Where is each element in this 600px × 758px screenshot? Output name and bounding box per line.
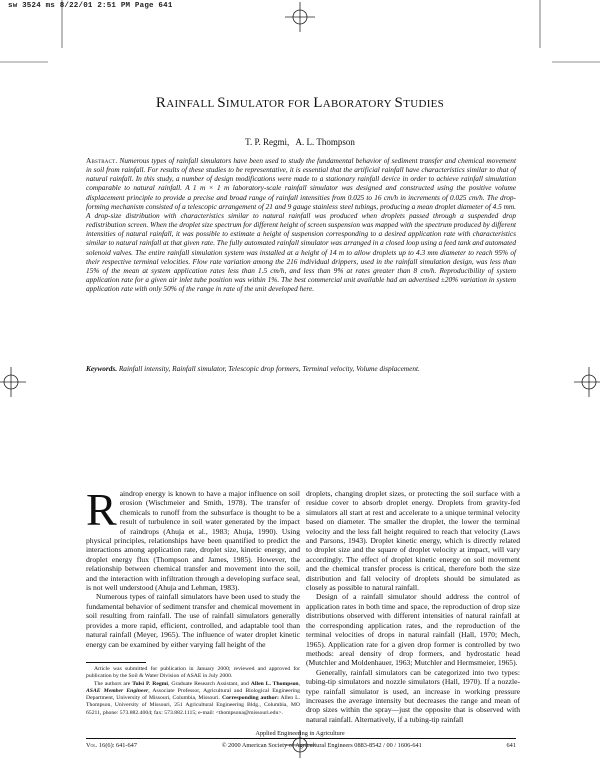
keywords <box>86 364 516 373</box>
footnote-rule <box>86 662 146 663</box>
paragraph-text: aindrop energy is known to have a major influence on soil erosion (Wischmeier and Smith, 1978). The transfer of chemicals to runoff from the subsurface is thought to be a result of turbulence in soil water generated by the impact of raindrops (Ahuja et al., 1983; Ahuja, 1990). Using physical principles, relationships have been quantified to predict the interactions among application rate, droplet size, kinetic energy, and droplet energy flux (Thompson and James, 1985). However, the relationship between chemical transfer and movement into the soil, and the interaction with infiltration through a developing surface seal, is not well understood (Ahuja and Lehman, 1983). <box>86 489 300 593</box>
footnote <box>86 666 300 718</box>
page-footer <box>86 742 516 749</box>
journal-name: Applied Engineering in Agriculture <box>255 730 345 737</box>
footnote-authors <box>86 681 300 716</box>
copyright: © 2000 American Society of Agricultural Engineers 0883-8542 / 00 / 1606-641 <box>221 742 422 749</box>
title-cap-s: S <box>217 95 226 111</box>
fn-text: , Graduate Research Assistant, and <box>168 681 251 688</box>
abstract-text: Numerous types of rainfall simulators have been used to study the fundamental behavior of sediment transfer and chemical movement in soil from rainfall. For results of these studies to be representative, it is essential that the artificial rainfall have characteristics similar to that of natural rainfall. In this study, a number of design modifications were made to a stationary rainfall device in order to achieve rainfall simulation comparable to natural rainfall. A 1 m × 1 m laboratory-scale rainfall simulator was designed and constructed using the positive volume displacement principle to provide a precise and broad range of rainfall intensities from 0.025 to 16 cm/h in increments of 0.025 cm/h. The drop-forming mechanism consisted of a telescopic arrangement of 21 and 9 gauge stainless steel tubings, producing a mean droplet diameter of 4.5 mm. A drop-size distribution with characteristics similar to natural rainfall was produced when droplets passed through a suspended drop redistribution screen. When the droplet size spectrum for different height of screen suspension was mapped with the spectrum produced by different intensities of natural rainfall, it was possible to estimate a height of suspension corresponding to a desired application rate with characteristics similar to natural rainfall at that given rate. The fully automated rainfall simulator was arranged in a closed loop using a feed tank and automated solenoid valves. The entire rainfall simulation system was installed at a height of 14 m to allow droplets up to 4.3 mm diameter to reach 95% of their respective terminal velocities. Flow rate variation among the 216 individual drippers, used in the rainfall simulation design, was less than 15% of the mean at system application rates less than 1.5 cm/h, and less than 9% at rates greater than 8 cm/h. Reproducibility of system application rate for a given air inlet tube position was within 1%. The best commercial unit available had an advertised ±20% variation in system application rate with only 50% of the range in rate of the unit developed here. <box>86 156 516 294</box>
fn-author-1: Tulsi P. Regmi <box>132 681 169 688</box>
footnote-submission: Article was submitted for publication in January 2000; reviewed and approved for publication by the Soil & Water Division of ASAE in July 2000. <box>86 666 300 680</box>
title-part-4: TUDIES <box>403 98 445 110</box>
paragraph: droplets, changing droplet sizes, or protecting the soil surface with a residue cover to absorb droplet energy. Droplets from gravity-fed simulators all start at rest and accelerate to a unique terminal velocity based on diameter. The smaller the droplet, the lower the terminal velocity and the less fall height required to reach that velocity (Laws and Parsons, 1943). Droplet kinetic energy, which is directly related to droplet size and the square of droplet velocity at impact, will vary accordingly. The effect of droplet kinetic energy on soil movement and the chemical transfer process is critical, therefore both the size distribution and fall velocity of droplets should be simulated as closely as possible to natural rainfall. <box>306 489 520 593</box>
paragraph <box>86 484 300 593</box>
body-column-left <box>86 484 300 649</box>
fn-text: Allen L. Thompson, University of Missouri, 251 Agricultural Engineering Bldg., Columbia, MO 65211, phone: 573.882.4004; fax: 573.882.1115; e-mail: <thompsona@missouri.edu>. <box>86 695 300 716</box>
fn-corresponding: Corresponding author: <box>221 695 279 702</box>
title-cap-r: R <box>155 95 167 111</box>
paragraph: Design of a rainfall simulator should address the control of application rates in both time and space, the reproduction of drop size distributions observed with different intensities of natural rainfall at the corresponding application rates, and the reproduction of the terminal velocities of drops in natural rainfall (Hall, 1970; Mech, 1965). Application rate for a given drop former is controlled by two methods: areal density of drop formers, and hydrostatic head (Mutchler and Moldenhauer, 1963; Mutchler and Hermsmeier, 1965). <box>306 592 520 668</box>
title-part-2: IMULATOR FOR <box>225 98 314 110</box>
fn-text: , <box>298 681 301 688</box>
fn-text: , Associate Professor, Agricultural and Biological Engineering Department, University of Missouri, Columbia, Missouri. <box>86 688 300 702</box>
footer-rule <box>86 738 516 739</box>
keywords-text: Rainfall intensity, Rainfall simulator, Telescopic drop formers, Terminal velocity, Volume displacement. <box>117 364 420 373</box>
fn-author-2: Allen L. Thompson <box>250 681 299 688</box>
fn-text: The authors are <box>94 681 133 688</box>
page-number: 641 <box>506 742 516 749</box>
registration-mark-top-icon <box>285 2 315 32</box>
title-cap-s2: S <box>394 95 404 111</box>
title-part-1: AINFALL <box>166 98 218 110</box>
drop-cap: R <box>86 484 117 535</box>
volume-info: Vol. 16(6): 641-647 <box>86 742 137 749</box>
paper-title <box>0 95 600 112</box>
body-column-right <box>306 489 520 724</box>
registration-mark-left-icon <box>0 367 26 397</box>
title-cap-l: L <box>313 95 323 111</box>
fn-member: ASAE Member Engineer <box>86 688 149 695</box>
paragraph: Numerous types of rainfall simulators have been used to study the fundamental behavior of sediment transfer and chemical movement in soil resulting from rainfall. The use of rainfall simulators generally provides a more rapid, efficient, controlled, and adaptable tool than natural rainfall (Meyer, 1965). The influence of water droplet kinetic energy can be examined by either varying fall height of the <box>86 592 300 649</box>
printer-slug: sw 3524 ms 8/22/01 2:51 PM Page 641 <box>8 2 173 10</box>
title-part-3: ABORATORY <box>322 98 395 110</box>
keywords-label: Keywords. <box>86 364 118 373</box>
authors: T. P. Regmi, A. L. Thompson <box>245 137 355 147</box>
abstract <box>86 156 516 293</box>
abstract-label: Abstract. <box>86 156 118 165</box>
paragraph: Generally, rainfall simulators can be categorized into two types: tubing-tip simulators and nozzle simulators (Hall, 1970). If a nozzle-type rainfall simulator is used, an increase in working pressure increases the average intensity but decreases the range and mean of drop sizes within the spray—just the opposite that is observed with natural rainfall. Alternatively, if a tubing-tip rainfall <box>306 667 520 724</box>
registration-mark-right-icon <box>574 367 600 397</box>
